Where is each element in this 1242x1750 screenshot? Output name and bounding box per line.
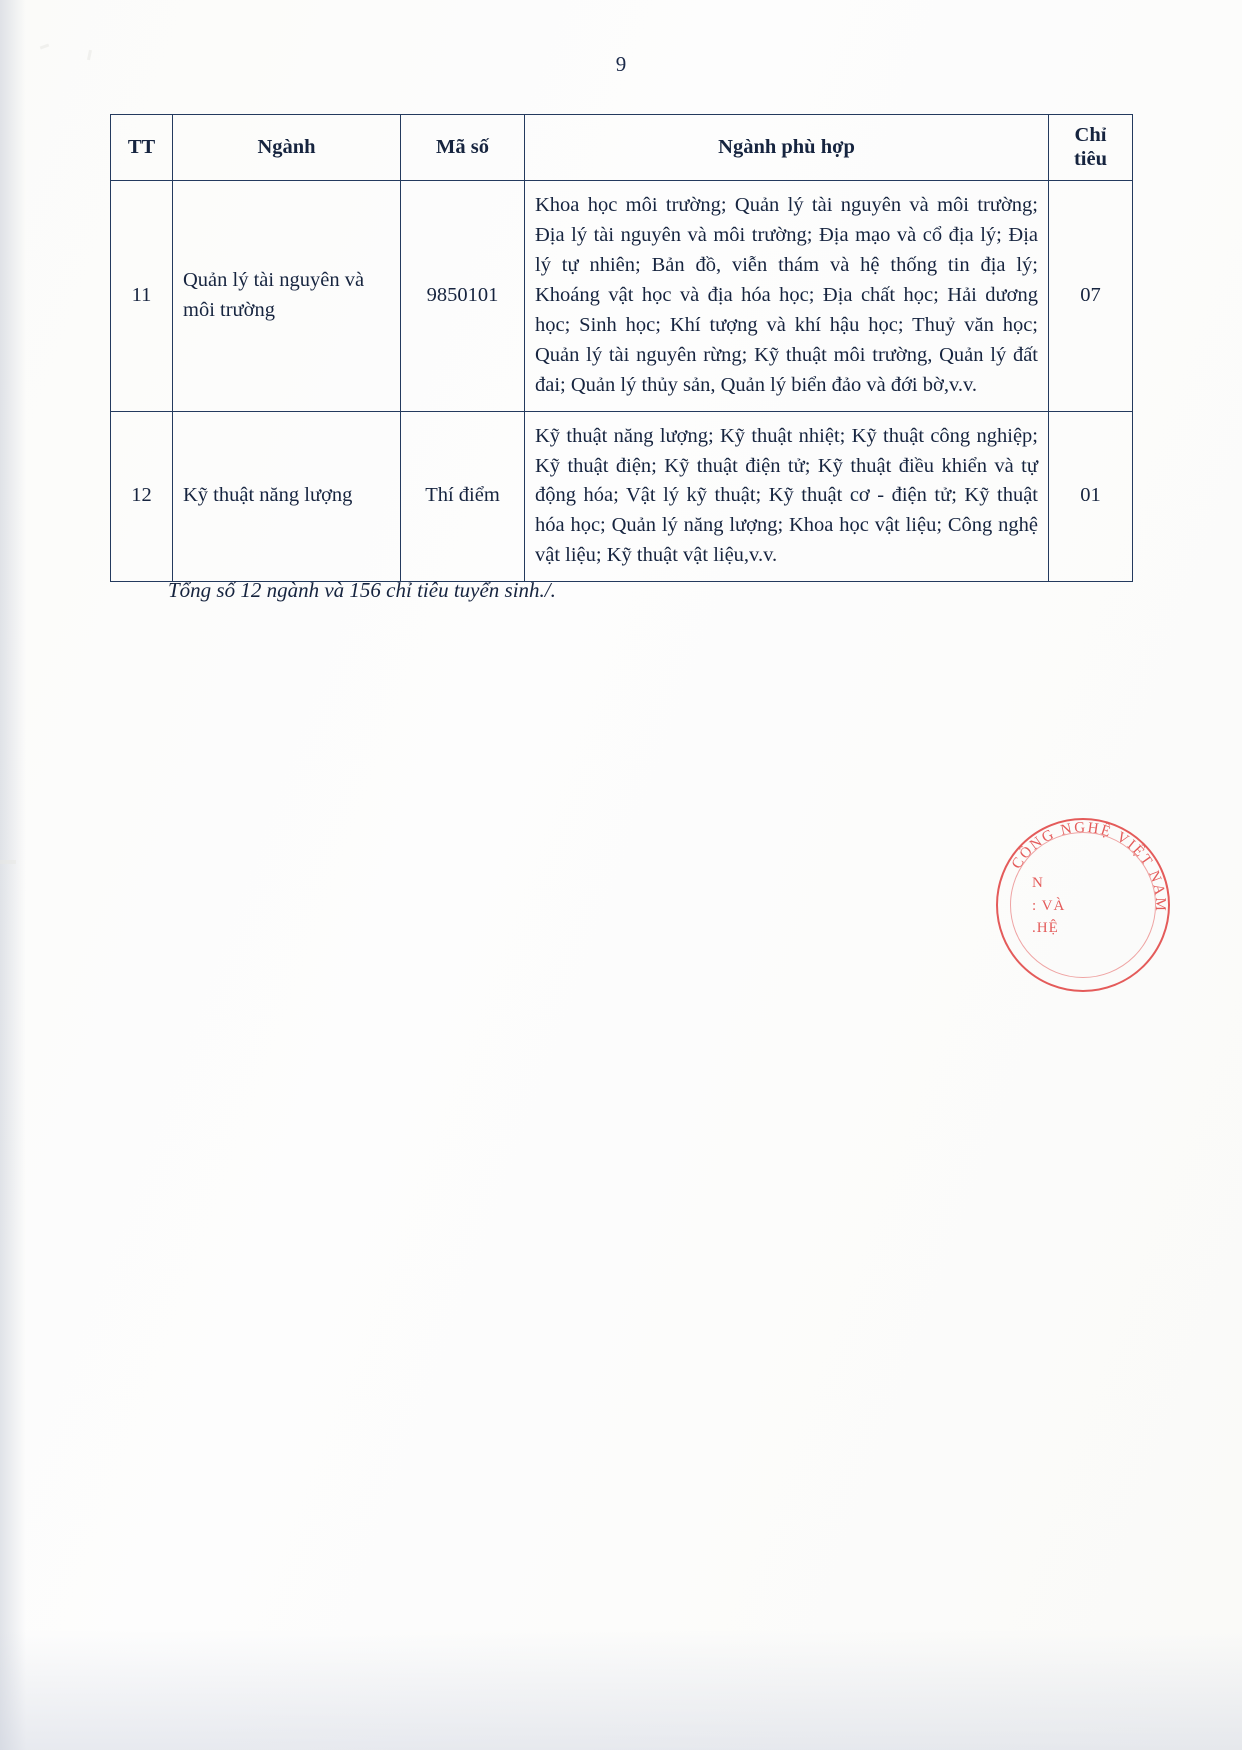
page-number: 9 — [615, 52, 627, 76]
cell-nganh: Kỹ thuật năng lượng — [173, 411, 401, 582]
seal-outer-ring — [996, 818, 1170, 992]
cell-ma-so: Thí điểm — [401, 411, 525, 582]
header-ma-so: Mã số — [401, 115, 525, 181]
scan-edge-shadow-bottom — [0, 1630, 1242, 1750]
seal-inner-ring — [1010, 832, 1156, 978]
cell-nganh-phu-hop: Kỹ thuật năng lượng; Kỹ thuật nhiệt; Kỹ thuật công nghiệp; Kỹ thuật điện; Kỹ thuật điện tử; Kỹ thuật điều khiển và tự động hóa; Vật lý kỹ thuật; Kỹ thuật cơ - điện tử; Kỹ thuật hóa học; Quản lý năng lượng; Khoa học vật liệu; Công nghệ vật liệu; Kỹ thuật vật liệu,v.v. — [525, 411, 1049, 582]
svg-text:CÔNG NGHỆ VIỆT NAM: CÔNG NGHỆ VIỆT NAM — [1008, 819, 1169, 913]
summary-note: Tổng số 12 ngành và 156 chỉ tiêu tuyển sinh./. — [168, 578, 556, 602]
header-nganh-phu-hop: Ngành phù hợp — [525, 115, 1049, 181]
header-tt: TT — [111, 115, 173, 181]
table-header-row — [111, 115, 1133, 181]
scan-artifact — [0, 860, 16, 864]
header-chi-tieu — [1049, 115, 1133, 181]
header-nganh: Ngành — [173, 115, 401, 181]
cell-ma-so: 9850101 — [401, 181, 525, 411]
cell-chi-tieu: 07 — [1049, 181, 1133, 411]
cell-tt: 11 — [111, 181, 173, 411]
cell-nganh-phu-hop: Khoa học môi trường; Quản lý tài nguyên và môi trường; Địa lý tài nguyên và môi trường; Địa mạo và cổ địa lý; Địa lý tự nhiên; Bản đồ, viễn thám và hệ thống tin địa lý; Khoáng vật học và địa hóa học; Địa chất học; Hải dương học; Sinh học; Khí tượng và khí hậu học; Thuỷ văn học; Quản lý tài nguyên rừng; Kỹ thuật môi trường, Quản lý đất đai; Quản lý thủy sản, Quản lý biển đảo và đới bờ,v.v. — [525, 181, 1049, 411]
cell-chi-tieu: 01 — [1049, 411, 1133, 582]
cell-tt: 12 — [111, 411, 173, 582]
seal-center-line-2: : VÀ — [1032, 897, 1066, 914]
seal-center-text — [1032, 872, 1132, 940]
official-seal-stamp — [988, 810, 1178, 1000]
seal-center-line-3: .HỆ — [1032, 920, 1059, 936]
cell-nganh: Quản lý tài nguyên và môi trường — [173, 181, 401, 411]
scan-artifact — [40, 44, 49, 50]
header-chi-tieu-line1: Chỉ — [1074, 124, 1107, 146]
table-row — [111, 181, 1133, 411]
table-row — [111, 411, 1133, 582]
seal-arc-text — [988, 810, 1178, 1000]
seal-center-line-1: N — [1032, 875, 1044, 891]
header-chi-tieu-line2: tiêu — [1073, 147, 1108, 170]
admission-majors-table — [110, 114, 1133, 582]
scan-edge-shadow-left — [0, 0, 26, 1750]
